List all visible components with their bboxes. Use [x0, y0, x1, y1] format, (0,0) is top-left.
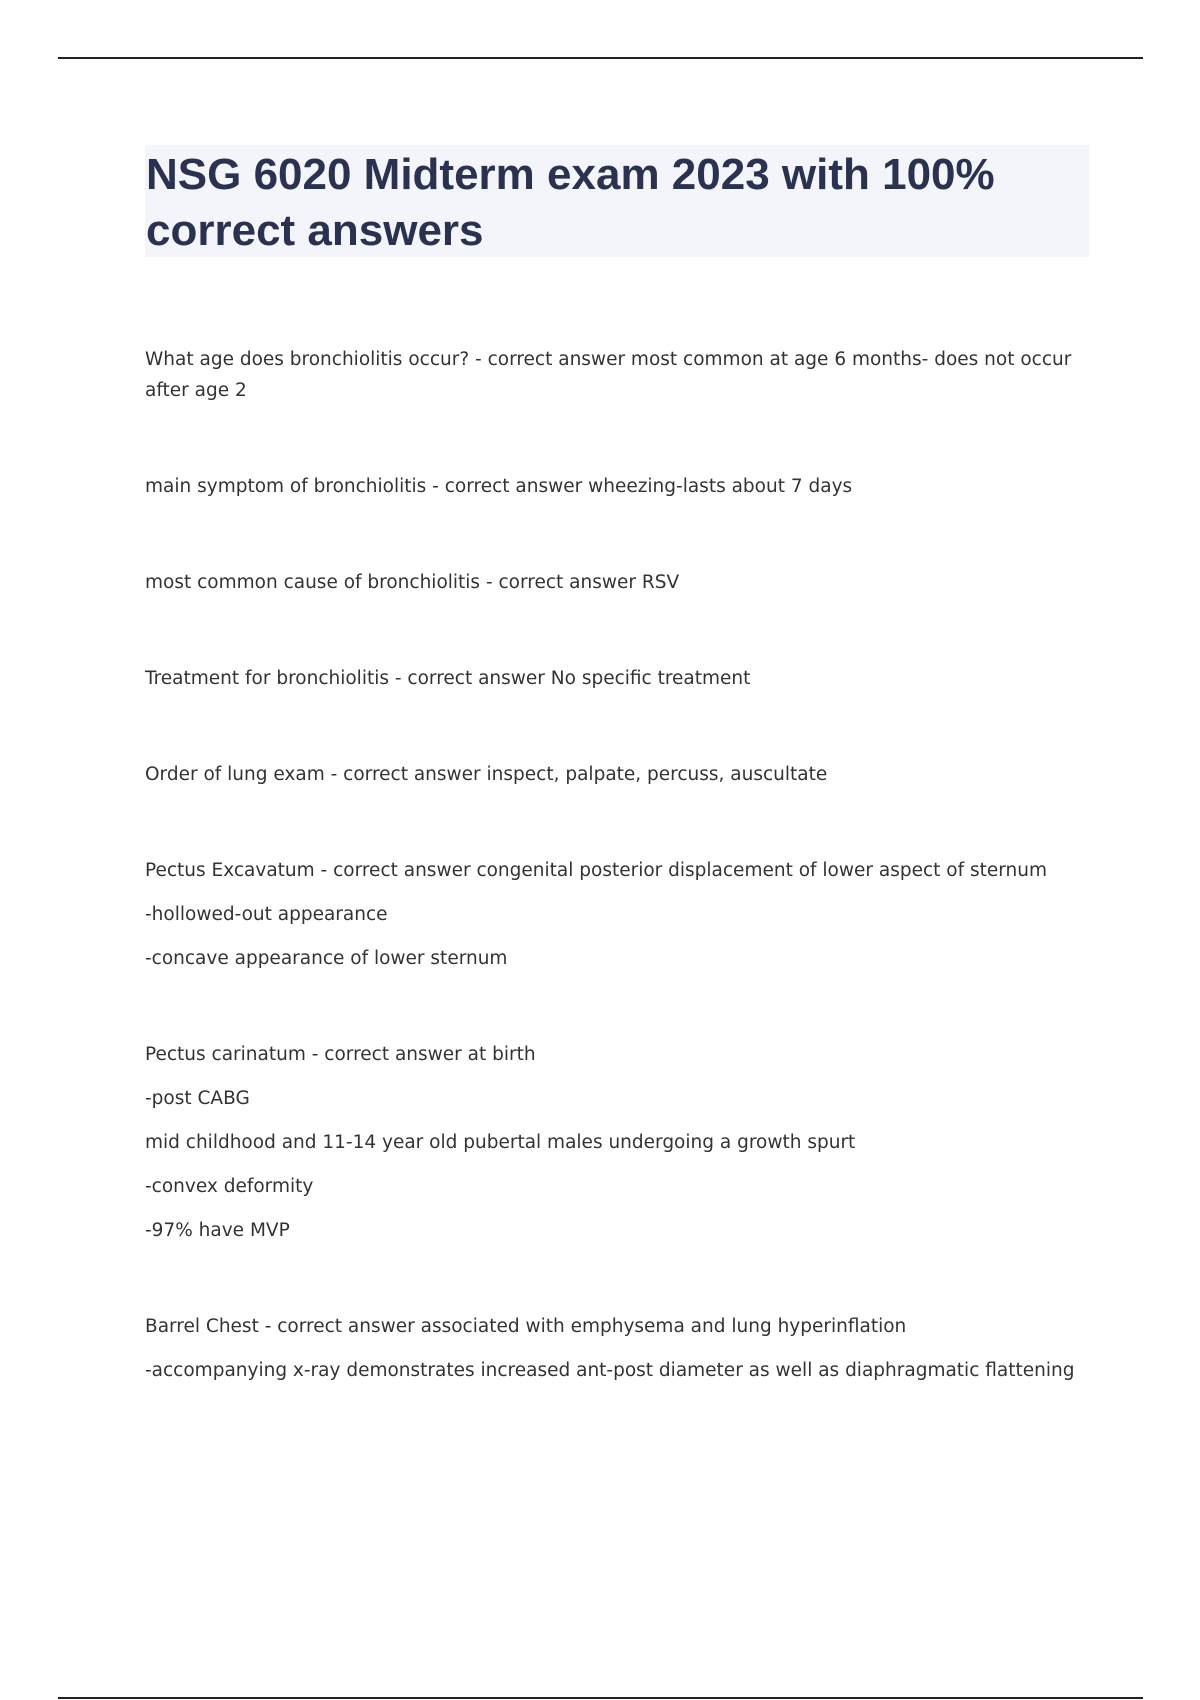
qa-line: Treatment for bronchiolitis - correct answer No specific treatment: [145, 668, 751, 689]
qa-extra-line: mid childhood and 11-14 year old pubertal males undergoing a growth spurt: [145, 1132, 856, 1153]
title-block: [145, 145, 1089, 257]
qa-extra-line: -accompanying x-ray demonstrates increased ant-post diameter as well as diaphragmatic flattening: [145, 1360, 1075, 1381]
qa-line: Pectus Excavatum - correct answer congenital posterior displacement of lower aspect of sternum: [145, 860, 1048, 881]
qa-item: [145, 851, 1075, 974]
qa-item: [145, 563, 1075, 598]
qa-extra-line: -post CABG: [145, 1088, 250, 1109]
qa-item: [145, 1035, 1075, 1246]
bottom-divider: [58, 1697, 1143, 1699]
qa-item: [145, 1307, 1075, 1386]
qa-item: [145, 659, 1075, 694]
document-title: NSG 6020 Midterm exam 2023 with 100% correct answers: [146, 150, 995, 255]
qa-line: Pectus carinatum - correct answer at birth: [145, 1044, 536, 1065]
qa-extra-line: -97% have MVP: [145, 1220, 290, 1241]
qa-list: [145, 340, 1075, 1447]
top-divider: [58, 57, 1143, 59]
qa-item: [145, 467, 1075, 502]
qa-line: Barrel Chest - correct answer associated with emphysema and lung hyperinflation: [145, 1316, 907, 1337]
qa-item: [145, 340, 1075, 406]
qa-extra-line: -concave appearance of lower sternum: [145, 948, 508, 969]
qa-line: What age does bronchiolitis occur? - correct answer most common at age 6 months- does not occur after age 2: [145, 349, 1072, 401]
qa-extra-line: -hollowed-out appearance: [145, 904, 388, 925]
qa-line: main symptom of bronchiolitis - correct answer wheezing-lasts about 7 days: [145, 476, 853, 497]
qa-line: most common cause of bronchiolitis - correct answer RSV: [145, 572, 680, 593]
qa-extra-line: -convex deformity: [145, 1176, 314, 1197]
qa-item: [145, 755, 1075, 790]
qa-line: Order of lung exam - correct answer inspect, palpate, percuss, auscultate: [145, 764, 828, 785]
